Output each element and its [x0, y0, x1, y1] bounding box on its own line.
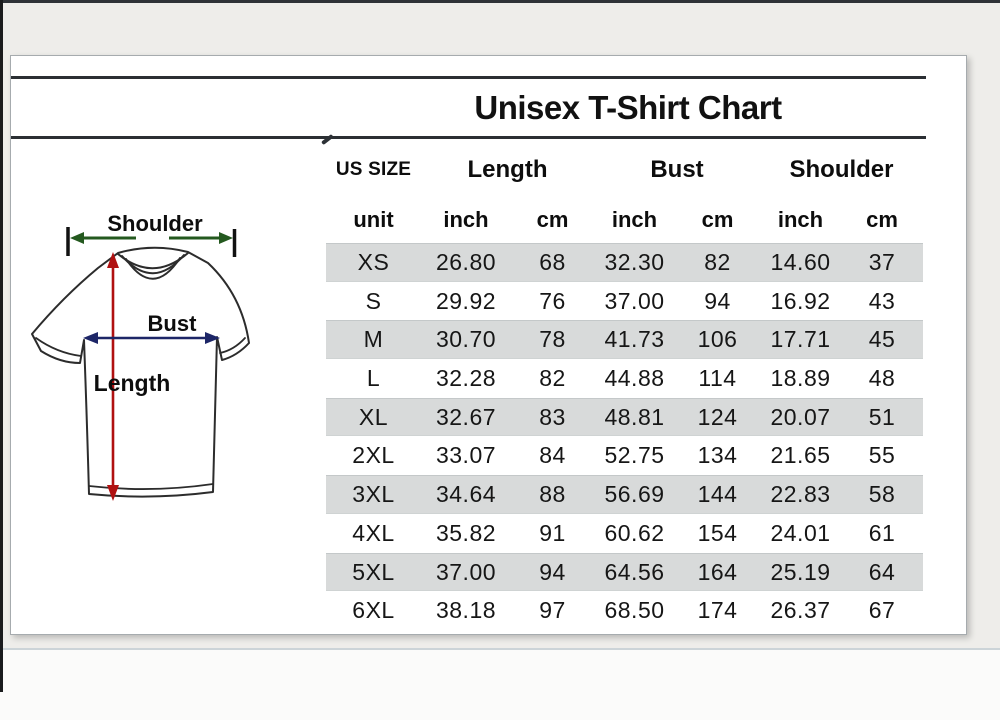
measurement-value: 32.28: [435, 365, 497, 392]
measurement-value: 64.56: [604, 558, 665, 585]
measurement-value: 41.73: [604, 326, 665, 353]
measurement-value: 48: [868, 365, 896, 392]
measurement-value: 52.75: [604, 442, 665, 469]
size-label: 6XL: [352, 597, 395, 624]
size-label: M: [363, 326, 384, 353]
table-row: [326, 591, 923, 630]
measurement-value: 82: [539, 365, 566, 392]
measurement-value: 106: [697, 326, 738, 353]
measurement-value: 67: [868, 597, 896, 624]
measurement-value: 94: [539, 558, 566, 585]
measurement-value: 32.67: [435, 403, 497, 430]
measurement-value: 94: [704, 287, 731, 314]
size-table: [326, 153, 923, 630]
measurement-value: 88: [539, 481, 566, 508]
table-row: [326, 359, 923, 398]
size-label: XL: [358, 403, 389, 430]
measurement-value: 37.00: [435, 558, 497, 585]
col-header-shoulder: Shoulder: [789, 156, 894, 183]
size-label: 3XL: [352, 481, 395, 508]
measurement-value: 26.37: [770, 597, 831, 624]
measurement-value: 29.92: [435, 287, 497, 314]
measurement-value: 55: [868, 442, 896, 469]
measurement-value: 38.18: [435, 597, 497, 624]
bust-label: Bust: [147, 311, 197, 336]
size-label: 5XL: [352, 558, 395, 585]
measurement-value: 91: [539, 519, 566, 546]
table-row: [326, 398, 923, 437]
size-label: XS: [357, 249, 390, 275]
measurement-value: 124: [697, 403, 738, 430]
measurement-value: 174: [697, 597, 738, 624]
measurement-value: 51: [868, 403, 896, 430]
unit-header-cell: inch: [777, 207, 824, 232]
measurement-value: 37.00: [604, 287, 665, 314]
col-header-length: Length: [467, 156, 548, 183]
measurement-value: 25.19: [770, 558, 831, 585]
shoulder-label: Shoulder: [107, 211, 203, 236]
measurement-value: 32.30: [604, 249, 665, 275]
measurement-value: 83: [539, 403, 566, 430]
unit-header-cell: inch: [611, 207, 658, 232]
tshirt-measurement-diagram: [21, 191, 321, 531]
measurement-value: 17.71: [770, 326, 831, 353]
size-table-body: [326, 243, 923, 630]
measurement-value: 22.83: [770, 481, 831, 508]
measurement-value: 43: [868, 287, 896, 314]
measurement-value: 134: [697, 442, 738, 469]
measurement-value: 78: [539, 326, 566, 353]
table-row: [326, 514, 923, 553]
table-row: [326, 243, 923, 282]
table-unit-header-row: [326, 201, 923, 239]
table-row: [326, 553, 923, 592]
measurement-value: 45: [868, 326, 896, 353]
measurement-value: 60.62: [604, 519, 665, 546]
measurement-value: 114: [698, 365, 737, 392]
table-row: [326, 320, 923, 359]
measurement-value: 34.64: [435, 481, 497, 508]
measurement-value: 18.89: [770, 365, 831, 392]
measurement-value: 24.01: [770, 519, 831, 546]
table-group-header-row: [326, 153, 923, 187]
page-title: Unisex T-Shirt Chart: [474, 89, 782, 126]
measurement-value: 144: [697, 481, 738, 508]
measurement-value: 37: [868, 249, 896, 275]
measurement-value: 68.50: [604, 597, 665, 624]
size-label: L: [366, 365, 381, 392]
measurement-value: 35.82: [435, 519, 497, 546]
measurement-value: 68: [539, 249, 566, 275]
measurement-value: 76: [539, 287, 566, 314]
title-top-rule: [11, 76, 926, 79]
length-label: Length: [93, 370, 171, 396]
measurement-value: 44.88: [604, 365, 665, 392]
measurement-value: 14.60: [770, 249, 831, 275]
table-row: [326, 475, 923, 514]
unit-header-cell: cm: [866, 207, 898, 232]
table-row: [326, 282, 923, 321]
unit-header-cell: cm: [701, 207, 734, 232]
table-row: [326, 436, 923, 475]
unit-header-cell: inch: [443, 207, 489, 232]
measurement-value: 26.80: [435, 249, 497, 275]
measurement-value: 164: [697, 558, 738, 585]
measurement-value: 30.70: [435, 326, 497, 353]
size-chart-card: [10, 55, 967, 635]
measurement-value: 64: [868, 558, 896, 585]
measurement-value: 82: [704, 249, 731, 275]
measurement-value: 97: [539, 597, 566, 624]
window-left-edge: [0, 0, 3, 692]
unit-header-cell: cm: [536, 207, 569, 232]
measurement-value: 20.07: [770, 403, 831, 430]
size-label: S: [365, 287, 382, 314]
measurement-value: 56.69: [604, 481, 665, 508]
col-header-us-size: US SIZE: [335, 159, 412, 180]
measurement-value: 154: [697, 519, 738, 546]
measurement-value: 48.81: [604, 403, 665, 430]
measurement-value: 84: [539, 442, 566, 469]
size-label: 4XL: [352, 519, 395, 546]
background-seam-line: [0, 648, 1000, 650]
window-top-edge: [0, 0, 1000, 3]
measurement-value: 16.92: [770, 287, 831, 314]
measurement-value: 58: [868, 481, 896, 508]
title-bottom-rule: [11, 136, 926, 139]
measurement-value: 33.07: [435, 442, 497, 469]
size-label: 2XL: [352, 442, 395, 469]
measurement-value: 21.65: [770, 442, 831, 469]
unit-header-cell: unit: [353, 207, 394, 232]
col-header-bust: Bust: [650, 156, 704, 183]
measurement-value: 61: [868, 519, 896, 546]
